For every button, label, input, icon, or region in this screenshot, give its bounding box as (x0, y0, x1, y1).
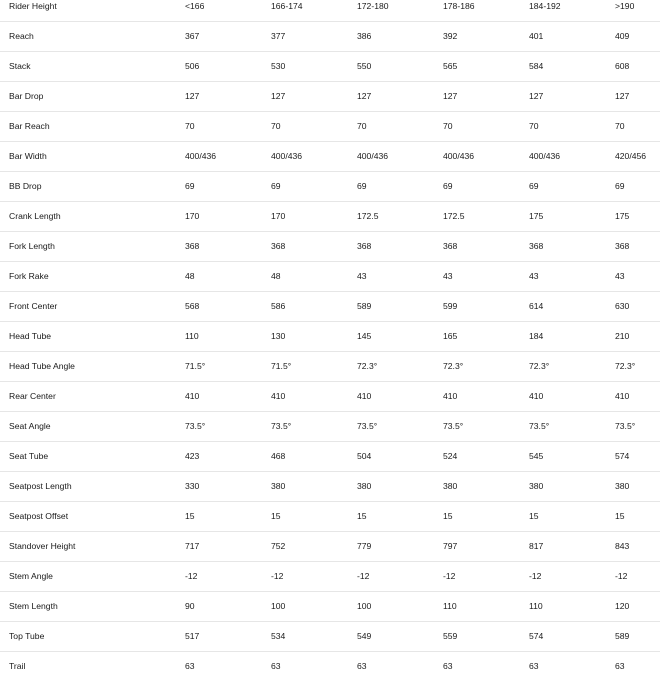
table-cell: 584 (529, 52, 615, 82)
table-cell: 409 (615, 22, 660, 52)
table-cell: 120 (615, 592, 660, 622)
table-cell: 73.5° (271, 412, 357, 442)
table-row (0, 322, 660, 352)
table-cell: 15 (357, 502, 443, 532)
table-cell: 127 (443, 82, 529, 112)
table-cell: 15 (443, 502, 529, 532)
row-label: Rider Height (0, 0, 185, 22)
table-header-row (0, 0, 660, 22)
table-cell: 377 (271, 22, 357, 52)
table-cell: 63 (185, 652, 271, 681)
table-cell: 63 (271, 652, 357, 681)
table-cell: 400/436 (185, 142, 271, 172)
table-cell: 517 (185, 622, 271, 652)
table-cell: 468 (271, 442, 357, 472)
table-cell: 70 (271, 112, 357, 142)
table-row (0, 472, 660, 502)
table-cell: 130 (271, 322, 357, 352)
table-cell: 752 (271, 532, 357, 562)
table-cell: -12 (357, 562, 443, 592)
table-cell: 589 (357, 292, 443, 322)
row-label: Bar Width (0, 142, 185, 172)
table-cell: 72.3° (443, 352, 529, 382)
table-cell: 170 (185, 202, 271, 232)
table-cell: 386 (357, 22, 443, 52)
table-cell: 63 (615, 652, 660, 681)
table-cell: 100 (357, 592, 443, 622)
row-label: Stack (0, 52, 185, 82)
table-cell: 127 (615, 82, 660, 112)
table-cell: 69 (615, 172, 660, 202)
row-label: Bar Reach (0, 112, 185, 142)
table-cell: 380 (357, 472, 443, 502)
table-cell: 380 (443, 472, 529, 502)
table-cell: 127 (185, 82, 271, 112)
table-cell: 330 (185, 472, 271, 502)
row-label: Bar Drop (0, 82, 185, 112)
table-cell: 70 (357, 112, 443, 142)
row-label: Head Tube Angle (0, 352, 185, 382)
table-row (0, 22, 660, 52)
size-header: <166 (185, 0, 271, 22)
table-cell: 69 (357, 172, 443, 202)
table-cell: 110 (185, 322, 271, 352)
table-cell: 73.5° (443, 412, 529, 442)
size-header: 184-192 (529, 0, 615, 22)
table-cell: 779 (357, 532, 443, 562)
row-label: Trail (0, 652, 185, 681)
table-cell: 368 (615, 232, 660, 262)
table-cell: 368 (271, 232, 357, 262)
table-cell: 400/436 (271, 142, 357, 172)
table-cell: 368 (185, 232, 271, 262)
table-cell: 410 (185, 382, 271, 412)
table-row (0, 82, 660, 112)
table-cell: 608 (615, 52, 660, 82)
table-cell: 817 (529, 532, 615, 562)
table-row (0, 562, 660, 592)
table-cell: 630 (615, 292, 660, 322)
row-label: Stem Angle (0, 562, 185, 592)
size-header: 178-186 (443, 0, 529, 22)
table-cell: 423 (185, 442, 271, 472)
table-cell: 69 (185, 172, 271, 202)
table-cell: 69 (529, 172, 615, 202)
row-label: Seatpost Offset (0, 502, 185, 532)
row-label: Stem Length (0, 592, 185, 622)
table-cell: 73.5° (615, 412, 660, 442)
row-label: Fork Length (0, 232, 185, 262)
table-cell: 15 (529, 502, 615, 532)
table-cell: 574 (529, 622, 615, 652)
table-row (0, 292, 660, 322)
table-cell: 165 (443, 322, 529, 352)
table-cell: 400/436 (443, 142, 529, 172)
table-cell: 90 (185, 592, 271, 622)
size-header: >190 (615, 0, 660, 22)
table-cell: 410 (357, 382, 443, 412)
table-cell: 63 (443, 652, 529, 681)
table-cell: -12 (529, 562, 615, 592)
table-cell: 73.5° (529, 412, 615, 442)
table-cell: 170 (271, 202, 357, 232)
table-cell: 410 (615, 382, 660, 412)
table-cell: 380 (615, 472, 660, 502)
table-row (0, 232, 660, 262)
row-label: Top Tube (0, 622, 185, 652)
table-cell: 72.3° (529, 352, 615, 382)
table-cell: 410 (271, 382, 357, 412)
table-cell: -12 (615, 562, 660, 592)
table-row (0, 52, 660, 82)
table-cell: 565 (443, 52, 529, 82)
table-cell: 70 (443, 112, 529, 142)
table-cell: 574 (615, 442, 660, 472)
table-row (0, 502, 660, 532)
table-cell: 559 (443, 622, 529, 652)
table-cell: 71.5° (185, 352, 271, 382)
row-label: Fork Rake (0, 262, 185, 292)
table-cell: 172.5 (443, 202, 529, 232)
table-cell: 599 (443, 292, 529, 322)
table-cell: 127 (529, 82, 615, 112)
table-cell: 504 (357, 442, 443, 472)
table-cell: 175 (529, 202, 615, 232)
table-cell: 400/436 (357, 142, 443, 172)
table-cell: 48 (185, 262, 271, 292)
table-cell: 110 (443, 592, 529, 622)
table-cell: 210 (615, 322, 660, 352)
table-cell: 614 (529, 292, 615, 322)
table-cell: 71.5° (271, 352, 357, 382)
table-cell: 110 (529, 592, 615, 622)
table-cell: 100 (271, 592, 357, 622)
row-label: Seat Tube (0, 442, 185, 472)
table-cell: 530 (271, 52, 357, 82)
table-cell: 127 (357, 82, 443, 112)
table-row (0, 442, 660, 472)
row-label: Head Tube (0, 322, 185, 352)
table-cell: 73.5° (185, 412, 271, 442)
table-cell: 172.5 (357, 202, 443, 232)
row-label: Rear Center (0, 382, 185, 412)
table-cell: 70 (529, 112, 615, 142)
table-cell: 63 (357, 652, 443, 681)
table-cell: 127 (271, 82, 357, 112)
table-cell: 69 (443, 172, 529, 202)
row-label: Seat Angle (0, 412, 185, 442)
table-cell: -12 (185, 562, 271, 592)
table-row (0, 532, 660, 562)
table-cell: 175 (615, 202, 660, 232)
row-label: Crank Length (0, 202, 185, 232)
table-cell: 380 (271, 472, 357, 502)
table-cell: 72.3° (615, 352, 660, 382)
table-cell: 550 (357, 52, 443, 82)
table-cell: 797 (443, 532, 529, 562)
table-cell: 43 (443, 262, 529, 292)
table-cell: 184 (529, 322, 615, 352)
table-cell: -12 (271, 562, 357, 592)
table-cell: 72.3° (357, 352, 443, 382)
row-label: Front Center (0, 292, 185, 322)
table-cell: 568 (185, 292, 271, 322)
table-row (0, 592, 660, 622)
table-row (0, 112, 660, 142)
table-cell: 506 (185, 52, 271, 82)
table-cell: 63 (529, 652, 615, 681)
table-cell: 69 (271, 172, 357, 202)
table-cell: 400/436 (529, 142, 615, 172)
table-cell: 392 (443, 22, 529, 52)
table-row (0, 412, 660, 442)
table-cell: 589 (615, 622, 660, 652)
table-cell: 48 (271, 262, 357, 292)
row-label: Seatpost Length (0, 472, 185, 502)
table-cell: 843 (615, 532, 660, 562)
table-cell: 43 (615, 262, 660, 292)
table-row (0, 262, 660, 292)
table-cell: 367 (185, 22, 271, 52)
table-cell: 401 (529, 22, 615, 52)
table-row (0, 172, 660, 202)
table-cell: 368 (443, 232, 529, 262)
table-cell: 368 (357, 232, 443, 262)
table-cell: 70 (615, 112, 660, 142)
table-row (0, 352, 660, 382)
table-cell: 145 (357, 322, 443, 352)
row-label: Reach (0, 22, 185, 52)
table-cell: 15 (615, 502, 660, 532)
table-row (0, 652, 660, 681)
table-cell: 43 (529, 262, 615, 292)
table-cell: 15 (271, 502, 357, 532)
table-cell: 73.5° (357, 412, 443, 442)
row-label: Standover Height (0, 532, 185, 562)
table-cell: 717 (185, 532, 271, 562)
table-cell: 410 (529, 382, 615, 412)
table-cell: 368 (529, 232, 615, 262)
table-cell: 586 (271, 292, 357, 322)
table-cell: 410 (443, 382, 529, 412)
table-cell: 43 (357, 262, 443, 292)
table-row (0, 382, 660, 412)
table-row (0, 202, 660, 232)
table-cell: 420/456 (615, 142, 660, 172)
table-cell: 15 (185, 502, 271, 532)
size-header: 172-180 (357, 0, 443, 22)
table-row (0, 142, 660, 172)
size-header: 166-174 (271, 0, 357, 22)
table-cell: 524 (443, 442, 529, 472)
table-cell: 380 (529, 472, 615, 502)
table-cell: -12 (443, 562, 529, 592)
table-cell: 545 (529, 442, 615, 472)
table-cell: 549 (357, 622, 443, 652)
row-label: BB Drop (0, 172, 185, 202)
table-cell: 534 (271, 622, 357, 652)
table-row (0, 622, 660, 652)
table-cell: 70 (185, 112, 271, 142)
